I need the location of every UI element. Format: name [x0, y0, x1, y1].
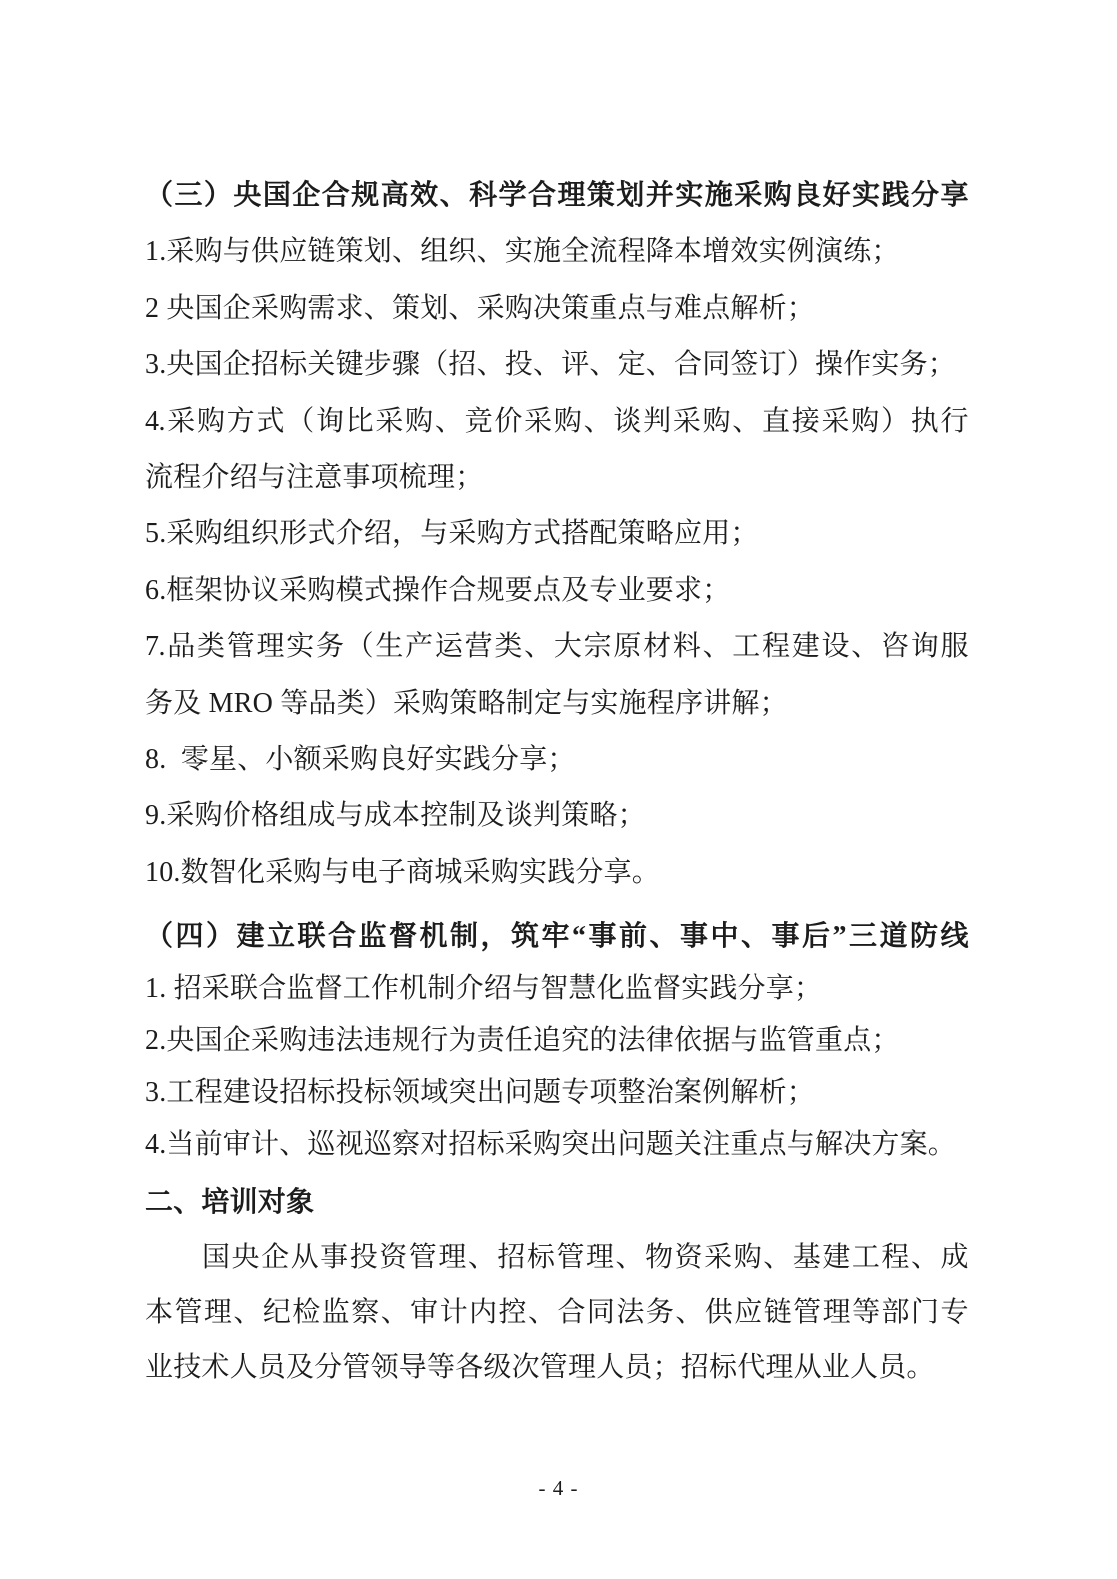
section-four-heading: （四）建立联合监督机制，筑牢“事前、事中、事后”三道防线 [145, 921, 968, 952]
section-three [145, 168, 968, 901]
list-item: 5.采购组织形式介绍，与采购方式搭配策略应用； [145, 518, 759, 550]
section-three-heading: （三）央国企合规高效、科学合理策划并实施采购良好实践分享 [145, 180, 968, 211]
list-item: 2 央国企采购需求、策划、采购决策重点与难点解析； [145, 292, 816, 324]
list-item-continuation: 务及 MRO 等品类）采购策略制定与实施程序讲解； [145, 687, 788, 719]
section-four [145, 911, 968, 1171]
list-item: 7.品类管理实务（生产运营类、大宗原材料、工程建设、咨询服 [145, 631, 968, 663]
list-item: 6.框架协议采购模式操作合规要点及专业要求； [145, 574, 731, 606]
list-item: 1. 招采联合监督工作机制介绍与智慧化监督实践分享； [145, 973, 823, 1004]
list-item-continuation: 流程介绍与注意事项梳理； [145, 461, 484, 493]
list-item: 4.采购方式（询比采购、竞价采购、谈判采购、直接采购）执行 [145, 405, 968, 437]
paragraph-line: 业技术人员及分管领导等各级次管理人员；招标代理从业人员。 [145, 1352, 935, 1383]
paragraph-line: 本管理、纪检监察、审计内控、合同法务、供应链管理等部门专 [145, 1297, 968, 1328]
list-item: 3.央国企招标关键步骤（招、投、评、定、合同签订）操作实务； [145, 349, 957, 381]
list-item: 3.工程建设招标投标领域突出问题专项整治案例解析； [145, 1077, 816, 1108]
section-two-heading: 二、培训对象 [145, 1187, 315, 1218]
paragraph-line: 国央企从事投资管理、招标管理、物资采购、基建工程、成 [202, 1242, 968, 1273]
list-item: 4.当前审计、巡视巡察对招标采购突出问题关注重点与解决方案。 [145, 1129, 957, 1160]
list-item: 2.央国企采购违法违规行为责任追究的法律依据与监管重点； [145, 1025, 900, 1056]
list-item: 1.采购与供应链策划、组织、实施全流程降本增效实例演练； [145, 236, 900, 268]
list-item: 8. 零星、小额采购良好实践分享； [145, 743, 576, 775]
list-item: 9.采购价格组成与成本控制及谈判策略； [145, 800, 646, 832]
page-number: - 4 - [538, 1476, 579, 1500]
section-two-audience [145, 1175, 968, 1395]
list-item: 10.数智化采购与电子商城采购实践分享。 [145, 856, 661, 888]
